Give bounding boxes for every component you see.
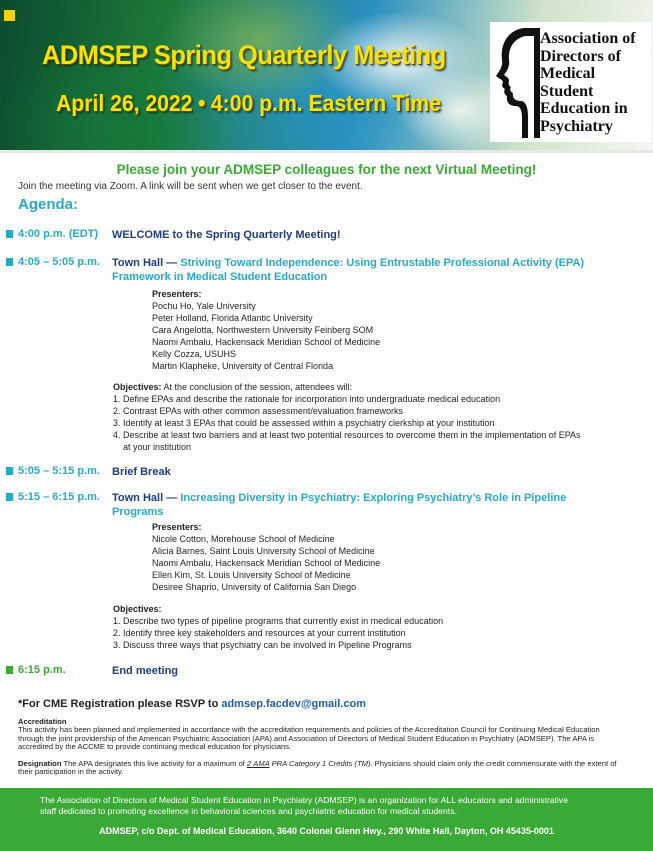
designation-line2: their participation in the activity. (18, 767, 124, 777)
session2-presenters (152, 521, 380, 593)
welcome-title: WELCOME to the Spring Quarterly Meeting! (112, 229, 341, 241)
footer-description-line: staff dedicated to promoting excellence in behavioral sciences and psychiatric education for medical students. (40, 805, 457, 816)
logo-line: Medical (540, 65, 596, 82)
meeting-date-time (56, 90, 441, 117)
objective-item: 1. Define EPAs and describe the rationale for incorporation into undergraduate medical education (113, 394, 501, 404)
logo-line: Student (540, 82, 594, 100)
session2-objectives (113, 603, 643, 651)
logo-text (540, 30, 636, 135)
session1-title-line1: Striving Toward Independence: Using Entrustable Professional Activity (EPA) (180, 257, 585, 269)
join-note: Join the meeting via Zoom. A link will be sent when we get closer to the event. (18, 181, 363, 192)
footer-description-line: The Association of Directors of Medical Student Education in Psychiatry (ADMSEP) is an organization for ALL educators and administrative (40, 795, 568, 805)
agenda-heading: Agenda: (18, 196, 78, 213)
presenter: Nicole Cotton, Morehouse School of Medicine (152, 534, 335, 544)
header-banner (0, 0, 653, 153)
rsvp-text: *For CME Registration please RSVP to (18, 698, 222, 710)
session1-time: 4:05 – 5:05 p.m. (18, 256, 100, 268)
presenter: Kelly Cozza, USUHS (152, 349, 237, 359)
session2-title (112, 491, 632, 519)
logo-line: Psychiatry (540, 117, 613, 135)
admsep-logo (490, 22, 651, 142)
presenter: Naomi Ambalu, Hackensack Meridian School of Medicine (152, 337, 381, 347)
welcome-time: 4:00 p.m. (EDT) (18, 228, 99, 240)
invite-heading: Please join your ADMSEP colleagues for the next Virtual Meeting! (116, 162, 537, 177)
presenter: Martin Klapheke, University of Central Florida (152, 361, 334, 371)
break-time: 5:05 – 5:15 p.m. (18, 465, 100, 477)
designation-ama: AMA (253, 759, 270, 768)
corner-square (4, 10, 15, 21)
end-title: End meeting (112, 665, 179, 677)
presenter: Naomi Ambalu, Hackensack Meridian School of Medicine (152, 558, 381, 568)
presenters-heading: Presenters: (152, 522, 202, 532)
objective-item: 2. Identify three key stakeholders and resources at your current institution (113, 628, 406, 638)
meeting-date: April 26, 2022 (56, 90, 193, 116)
accreditation-heading: Accreditation (18, 717, 67, 726)
date-separator: • (197, 90, 206, 116)
presenter: Ellen Kim, St. Louis University School of Medicine (152, 570, 351, 580)
accreditation-line: through the joint providership of the American Psychiatric Association (APA) and Association of Directors of Medical Student Education in Psychiatry (ADMSEP). The APA is (18, 733, 595, 743)
end-time: 6:15 p.m. (18, 664, 66, 676)
bullet-square (6, 666, 13, 674)
objective-item: 3. Discuss three ways that psychiatry can be involved in Pipeline Programs (113, 640, 412, 650)
logo-line: Directors of (540, 47, 621, 65)
designation-post: . Physicians should claim only the credit commensurate with the extent of (370, 759, 617, 768)
meeting-time: 4:00 p.m. Eastern Time (210, 90, 442, 116)
footer-address: ADMSEP, c/o Dept. of Medical Education, 3640 Colonel Glenn Hwy., 290 White Hall, Dayton, OH 45435-0001 (99, 826, 554, 836)
session2-dash: — (163, 492, 181, 504)
break-title: Brief Break (112, 466, 171, 478)
objective-item: 1. Describe two types of pipeline programs that currently exist in medical education (113, 616, 444, 626)
objectives-heading: Objectives: (113, 382, 162, 392)
session2-label: Town Hall (112, 492, 164, 504)
session1-presenters (152, 288, 380, 372)
presenter: Desiree Shaprio, University of California San Diego (152, 582, 357, 592)
footer (0, 788, 653, 851)
session2-title-line2: Programs (112, 506, 164, 518)
objectives-heading: Objectives: (113, 604, 162, 614)
session1-title (112, 256, 632, 284)
objectives-intro-line (113, 381, 643, 393)
session2-time: 5:15 – 6:15 p.m. (18, 491, 100, 503)
presenter: Cara Angelotta, Northwestern University Feinberg SOM (152, 325, 374, 335)
bullet-square (6, 493, 13, 501)
logo-line: Association of (540, 30, 636, 47)
accreditation-line: accredited by the ACCME to provide continuing medical education for physicians. (18, 742, 292, 752)
objective-item: 3. Identify at least 3 EPAs that could be assessed within a psychiatry clerkship at your institution (113, 418, 495, 428)
presenter: Alicia Barnes, Saint Louis University School of Medicine (152, 546, 375, 556)
session2-title-line1: Increasing Diversity in Psychiatry: Exploring Psychiatry’s Role in Pipeline (180, 492, 567, 504)
bullet-square (6, 230, 13, 238)
profile-head-icon (494, 26, 540, 138)
rsvp-line (18, 698, 366, 710)
accreditation-line: This activity has been planned and implemented in accordance with the accreditation requirements and policies of the Accreditation Council for Continuing Medical Education (18, 725, 600, 735)
session1-title-line2: Framework in Medical Student Education (112, 271, 328, 283)
presenters-heading: Presenters: (152, 289, 202, 299)
presenter: Pochu Ho, Yale University (152, 301, 256, 311)
bullet-square (6, 467, 13, 475)
objectives-intro: At the conclusion of the session, attendees will: (161, 382, 353, 392)
designation-pre: The APA designates this live activity for a maximum of (61, 759, 247, 768)
bullet-square (6, 258, 13, 266)
designation-heading: Designation (18, 759, 62, 768)
rsvp-email-link[interactable]: admsep.facdev@gmail.com (221, 698, 366, 710)
footer-description (40, 795, 620, 816)
session1-dash: — (163, 257, 181, 269)
designation-block (18, 760, 628, 777)
objective-item: 4. Describe at least two barriers and at least two potential resources to overcome them in the implementation of EPAs (113, 430, 581, 440)
objective-item-continued: at your institution (123, 442, 192, 452)
designation-credits: 2 (246, 759, 252, 768)
presenter: Peter Holland, Florida Atlantic University (152, 313, 313, 323)
objective-item: 2. Contrast EPAs with other common assessment/evaluation frameworks (113, 406, 403, 416)
designation-category: PRA Category 1 Credits (TM) (269, 759, 371, 768)
logo-line: Education in (540, 100, 628, 117)
session1-objectives (113, 381, 643, 453)
accreditation-block (18, 718, 628, 752)
meeting-title: ADMSEP Spring Quarterly Meeting (42, 40, 446, 70)
session1-label: Town Hall (112, 257, 164, 269)
